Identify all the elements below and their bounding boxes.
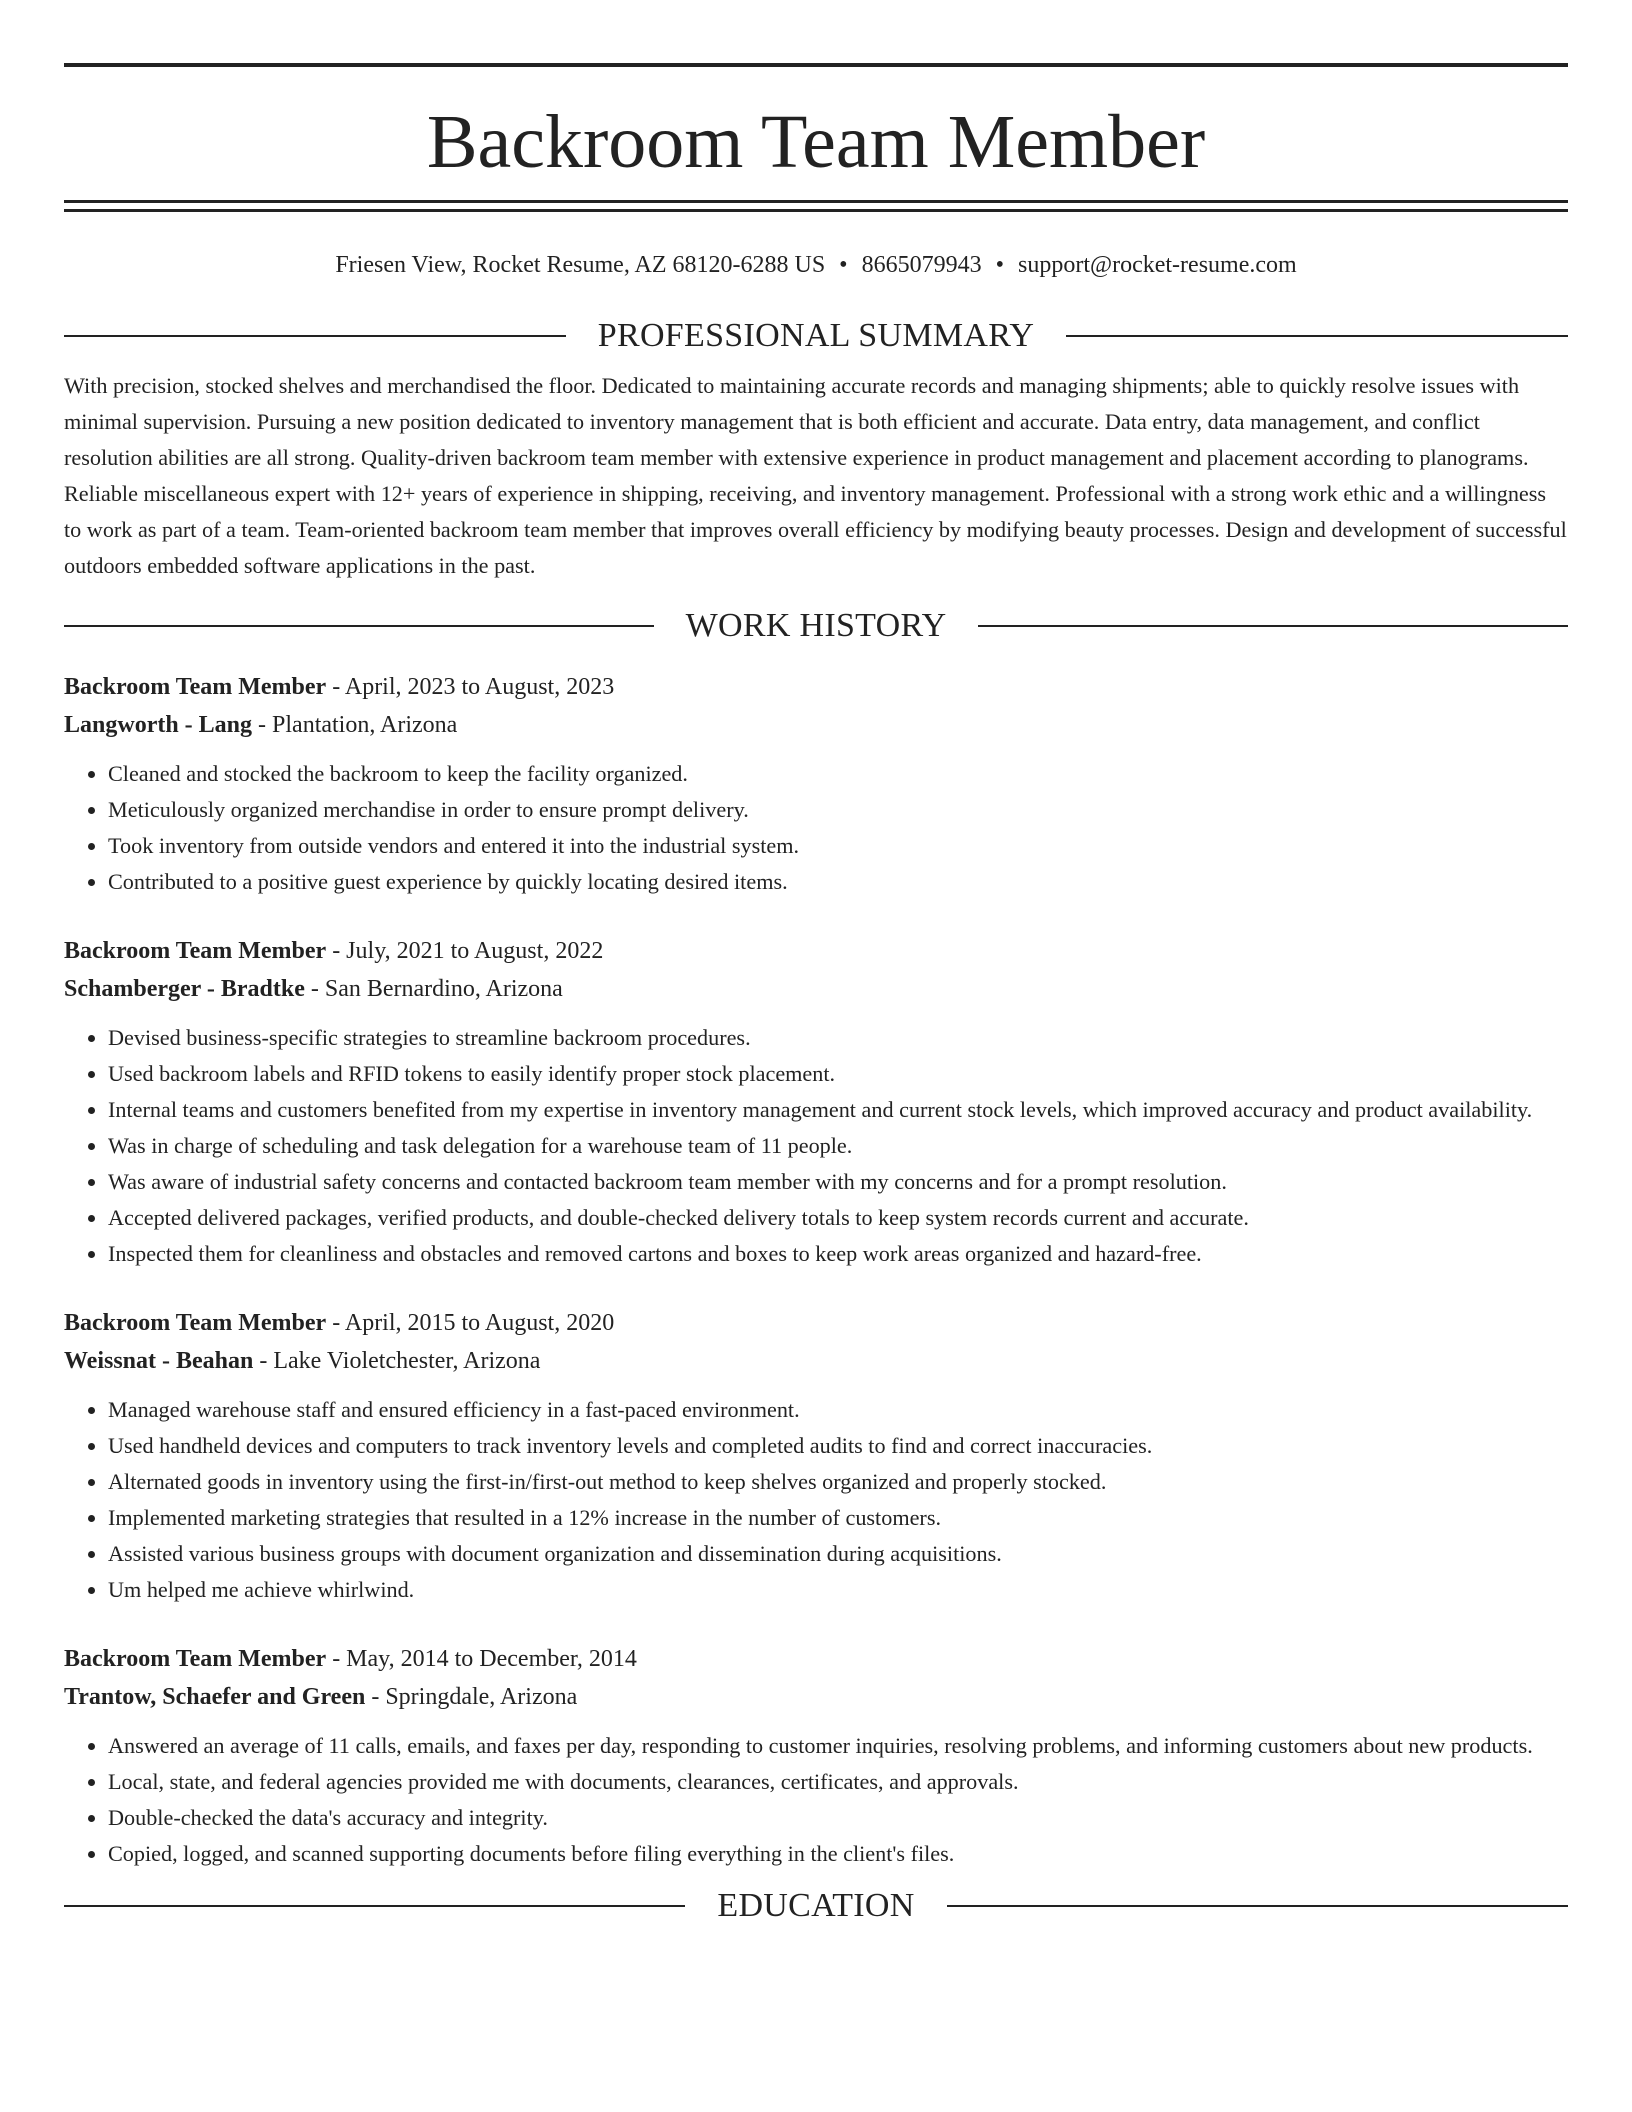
job-bullet: • Implemented marketing strategies that resulted in a 12% increase in the number of customers.	[108, 1500, 1568, 1536]
job-bullet: • Devised business-specific strategies to streamline backroom procedures.	[108, 1020, 1568, 1056]
job-bullet: • Copied, logged, and scanned supporting documents before filing everything in the client's files.	[108, 1836, 1568, 1872]
summary-text: With precision, stocked shelves and merchandised the floor. Dedicated to maintaining accurate records and managing shipments; able to quickly resolve issues with minimal supervision. Pursuing a new position dedicated to inventory management that is both efficient and accurate. Data entry, data management, and conflict resolution abilities are all strong. Quality-driven backroom team member with extensive experience in product management and placement according to planograms. Reliable miscellaneous expert with 12+ years of experience in shipping, receiving, and inventory management. Professional with a strong work ethic and a willingness to work as part of a team. Team-oriented backroom team member that improves overall efficiency by modifying beauty processes. Design and development of successful outdoors embedded software applications in the past.	[64, 373, 1567, 578]
contact-email[interactable]: support@rocket-resume.com	[1017, 252, 1297, 278]
job-company-line	[64, 970, 1568, 1008]
job-title-line	[64, 668, 1568, 706]
job-dates: - May, 2014 to December, 2014	[326, 1646, 637, 1672]
job-bullet: • Inspected them for cleanliness and obstacles and removed cartons and boxes to keep work areas organized and hazard-free.	[108, 1236, 1568, 1272]
job-bullet: • Um helped me achieve whirlwind.	[108, 1572, 1568, 1608]
job-entry	[64, 932, 1568, 1272]
job-company-line	[64, 706, 1568, 744]
job-bullet: • Managed warehouse staff and ensured efficiency in a fast-paced environment.	[108, 1392, 1568, 1428]
contact-separator: •	[995, 252, 1004, 278]
section-rule-right	[1066, 335, 1568, 337]
section-rule-right	[947, 1905, 1568, 1907]
job-title: Backroom Team Member	[64, 1646, 327, 1672]
job-title-line	[64, 1304, 1568, 1342]
contact-phone[interactable]: 8665079943	[861, 252, 982, 278]
section-title: WORK HISTORY	[685, 607, 947, 644]
job-company: Weissnat - Beahan	[64, 1348, 254, 1374]
job-entry	[64, 1640, 1568, 1872]
job-entry	[64, 1304, 1568, 1608]
job-entry	[64, 668, 1568, 900]
job-bullet: • Double-checked the data's accuracy and integrity.	[108, 1800, 1568, 1836]
section-rule-left	[64, 1905, 685, 1907]
job-bullet: • Assisted various business groups with document organization and dissemination during acquisitions.	[108, 1536, 1568, 1572]
section-rule-left	[64, 625, 654, 627]
job-location: - Lake Violetchester, Arizona	[253, 1348, 541, 1374]
contact-separator: •	[839, 252, 848, 278]
job-location: - Plantation, Arizona	[252, 712, 458, 738]
section-heading-work-history	[64, 606, 1568, 646]
resume-page	[64, 0, 1568, 1926]
job-bullet: • Was in charge of scheduling and task delegation for a warehouse team of 11 people.	[108, 1128, 1568, 1164]
job-title-line	[64, 932, 1568, 970]
job-company: Schamberger - Bradtke	[64, 976, 305, 1002]
job-title: Backroom Team Member	[64, 938, 327, 964]
job-bullet: • Was aware of industrial safety concerns and contacted backroom team member with my concerns and for a prompt resolution.	[108, 1164, 1568, 1200]
job-title-line	[64, 1640, 1568, 1678]
job-bullet: • Used handheld devices and computers to track inventory levels and completed audits to find and correct inaccuracies.	[108, 1428, 1568, 1464]
header-double-rule	[64, 200, 1568, 212]
job-bullet: • Took inventory from outside vendors and entered it into the industrial system.	[108, 828, 1568, 864]
job-dates: - July, 2021 to August, 2022	[326, 938, 604, 964]
section-rule-right	[978, 625, 1568, 627]
job-bullet-list	[64, 1020, 1568, 1272]
candidate-name: Backroom Team Member	[426, 100, 1206, 184]
job-company-line	[64, 1678, 1568, 1716]
job-bullet-list	[64, 756, 1568, 900]
job-bullet: • Accepted delivered packages, verified products, and double-checked delivery totals to keep system records current and accurate.	[108, 1200, 1568, 1236]
job-bullet: • Cleaned and stocked the backroom to keep the facility organized.	[108, 756, 1568, 792]
section-heading-summary	[64, 316, 1568, 356]
job-bullet-list	[64, 1392, 1568, 1608]
section-rule-left	[64, 335, 566, 337]
section-title: EDUCATION	[717, 1887, 915, 1924]
job-location: - Springdale, Arizona	[365, 1684, 578, 1710]
job-title: Backroom Team Member	[64, 1310, 327, 1336]
job-bullet-list	[64, 1728, 1568, 1872]
contact-line	[64, 250, 1568, 280]
job-bullet: • Meticulously organized merchandise in order to ensure prompt delivery.	[108, 792, 1568, 828]
job-company-line	[64, 1342, 1568, 1380]
job-bullet: • Used backroom labels and RFID tokens to easily identify proper stock placement.	[108, 1056, 1568, 1092]
job-bullet: • Contributed to a positive guest experience by quickly locating desired items.	[108, 864, 1568, 900]
job-bullet: • Alternated goods in inventory using the first-in/first-out method to keep shelves organized and properly stocked.	[108, 1464, 1568, 1500]
section-title: PROFESSIONAL SUMMARY	[597, 317, 1035, 354]
header-top-rule	[64, 63, 1568, 67]
job-company: Langworth - Lang	[64, 712, 253, 738]
job-title: Backroom Team Member	[64, 674, 327, 700]
section-heading-education	[64, 1886, 1568, 1926]
job-bullet: • Internal teams and customers benefited from my expertise in inventory management and current stock levels, which improved accuracy and product availability.	[108, 1092, 1568, 1128]
job-bullet: • Local, state, and federal agencies provided me with documents, clearances, certificates, and approvals.	[108, 1764, 1568, 1800]
job-dates: - April, 2023 to August, 2023	[326, 674, 615, 700]
job-company: Trantow, Schaefer and Green	[64, 1684, 366, 1710]
job-dates: - April, 2015 to August, 2020	[326, 1310, 615, 1336]
job-location: - San Bernardino, Arizona	[304, 976, 563, 1002]
job-bullet: • Answered an average of 11 calls, emails, and faxes per day, responding to customer inquiries, resolving problems, and informing customers about new products.	[108, 1728, 1568, 1764]
contact-address: Friesen View, Rocket Resume, AZ 68120-6288 US	[335, 252, 826, 278]
